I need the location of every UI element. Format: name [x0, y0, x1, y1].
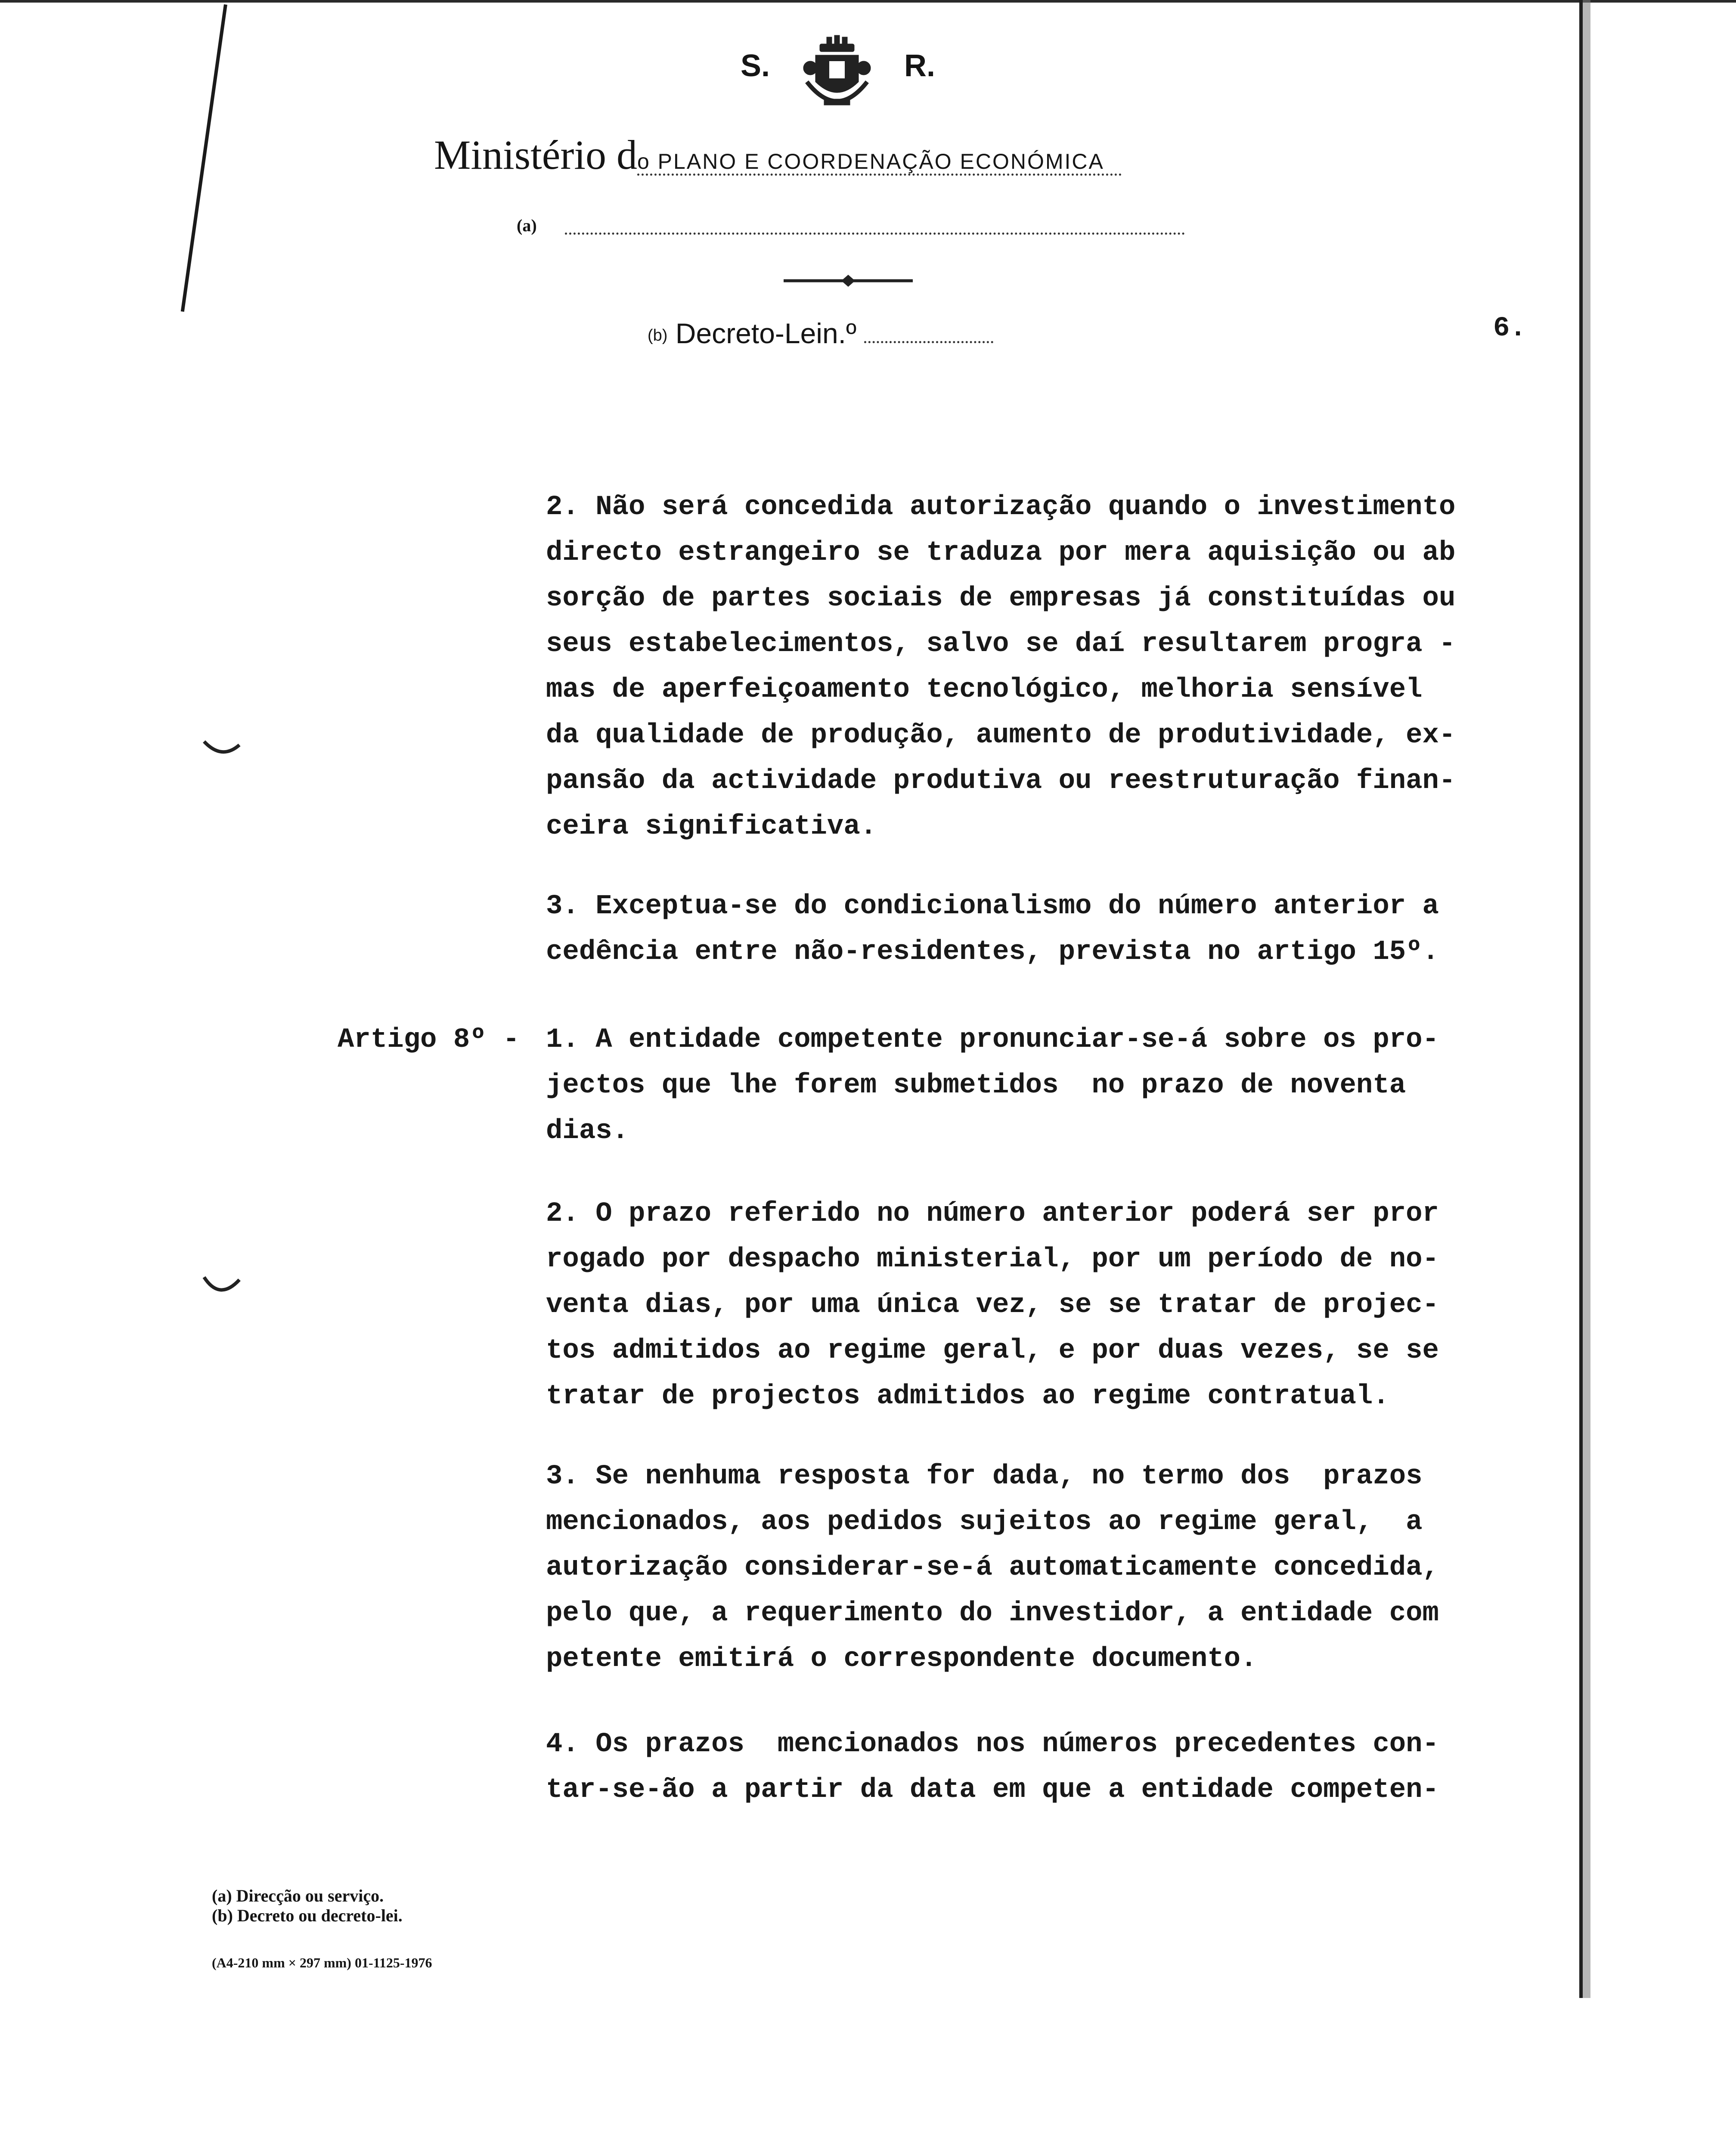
text-line: venta dias, por uma única vez, se se tratar de projec-	[546, 1290, 1439, 1321]
header-letter-r: R.	[904, 49, 935, 83]
text-line: jectos que lhe forem submetidos no prazo de noventa	[546, 1070, 1406, 1101]
scan-right-edge	[1579, 0, 1583, 1998]
paragraph-6	[546, 1722, 1439, 1813]
footnote-a: (a) Direcção ou serviço.	[212, 1886, 384, 1905]
text-line: 3. Exceptua-se do condicionalismo do número anterior a	[546, 891, 1439, 922]
print-reference: (A4-210 mm × 297 mm) 01-1125-1976	[212, 1955, 432, 1970]
binding-hole-mark-icon	[202, 1275, 241, 1299]
text-line: rogado por despacho ministerial, por um período de no-	[546, 1244, 1439, 1275]
ministry-title	[434, 131, 1122, 179]
scan-left-margin-line	[181, 4, 227, 312]
field-a-line	[565, 233, 1185, 235]
text-line: dias.	[546, 1116, 629, 1147]
decree-line	[648, 317, 993, 350]
diamond-rule-ornament-icon	[784, 272, 913, 289]
decree-label: Decreto-Lein.º	[675, 317, 857, 349]
text-line: pansão da actividade produtiva ou reestruturação finan-	[546, 766, 1456, 797]
text-line: sorção de partes sociais de empresas já constituídas ou	[546, 583, 1456, 614]
footnotes	[212, 1886, 403, 1926]
ministry-prefix: Ministério d	[434, 132, 637, 178]
text-line: tratar de projectos admitidos ao regime contratual.	[546, 1381, 1389, 1412]
paragraph-4	[546, 1191, 1439, 1419]
field-a-label: (a)	[517, 216, 537, 235]
scan-right-shadow	[1583, 0, 1590, 1998]
paragraph-3	[546, 1017, 1439, 1154]
text-line: pelo que, a requerimento do investidor, a entidade com	[546, 1598, 1439, 1629]
text-line: 4. Os prazos mencionados nos números precedentes con-	[546, 1729, 1439, 1760]
paragraph-2	[546, 884, 1439, 975]
binding-hole-mark-icon	[202, 739, 241, 758]
paragraph-5	[546, 1454, 1439, 1682]
text-line: 3. Se nenhuma resposta for dada, no termo dos prazos	[546, 1461, 1423, 1492]
ministry-name-field: o PLANO E COORDENAÇÃO ECONÓMICA	[637, 149, 1122, 176]
text-line: ceira significativa.	[546, 811, 877, 842]
text-line: seus estabelecimentos, salvo se daí resultarem progra -	[546, 629, 1456, 660]
decree-number-field	[864, 324, 993, 343]
text-line: da qualidade de produção, aumento de produtividade, ex-	[546, 720, 1456, 751]
field-b-label: (b)	[648, 326, 668, 344]
text-line: tar-se-ão a partir da data em que a entidade competen-	[546, 1775, 1439, 1806]
header-letter-s: S.	[741, 49, 770, 83]
text-line: autorização considerar-se-á automaticamente concedida,	[546, 1552, 1439, 1583]
paragraph-1	[546, 484, 1455, 850]
text-line: mencionados, aos pedidos sujeitos ao regime geral, a	[546, 1507, 1423, 1538]
text-line: mas de aperfeiçoamento tecnológico, melhoria sensível	[546, 674, 1423, 705]
footnote-b: (b) Decreto ou decreto-lei.	[212, 1906, 403, 1925]
coat-of-arms-emblem-icon	[803, 34, 871, 112]
scan-top-edge	[0, 0, 1736, 3]
page-number: 6.	[1493, 313, 1526, 344]
text-line: petente emitirá o correspondente documento.	[546, 1644, 1257, 1675]
text-line: 1. A entidade competente pronunciar-se-á sobre os pro-	[546, 1024, 1439, 1055]
text-line: cedência entre não-residentes, prevista no artigo 15º.	[546, 937, 1439, 968]
text-line: 2. Não será concedida autorização quando o investimento	[546, 492, 1456, 523]
text-line: 2. O prazo referido no número anterior poderá ser pror	[546, 1198, 1439, 1229]
text-line: tos admitidos ao regime geral, e por duas vezes, se se	[546, 1335, 1439, 1366]
text-line: directo estrangeiro se traduza por mera aquisição ou ab	[546, 537, 1456, 568]
article-label: Artigo 8º -	[338, 1024, 520, 1055]
